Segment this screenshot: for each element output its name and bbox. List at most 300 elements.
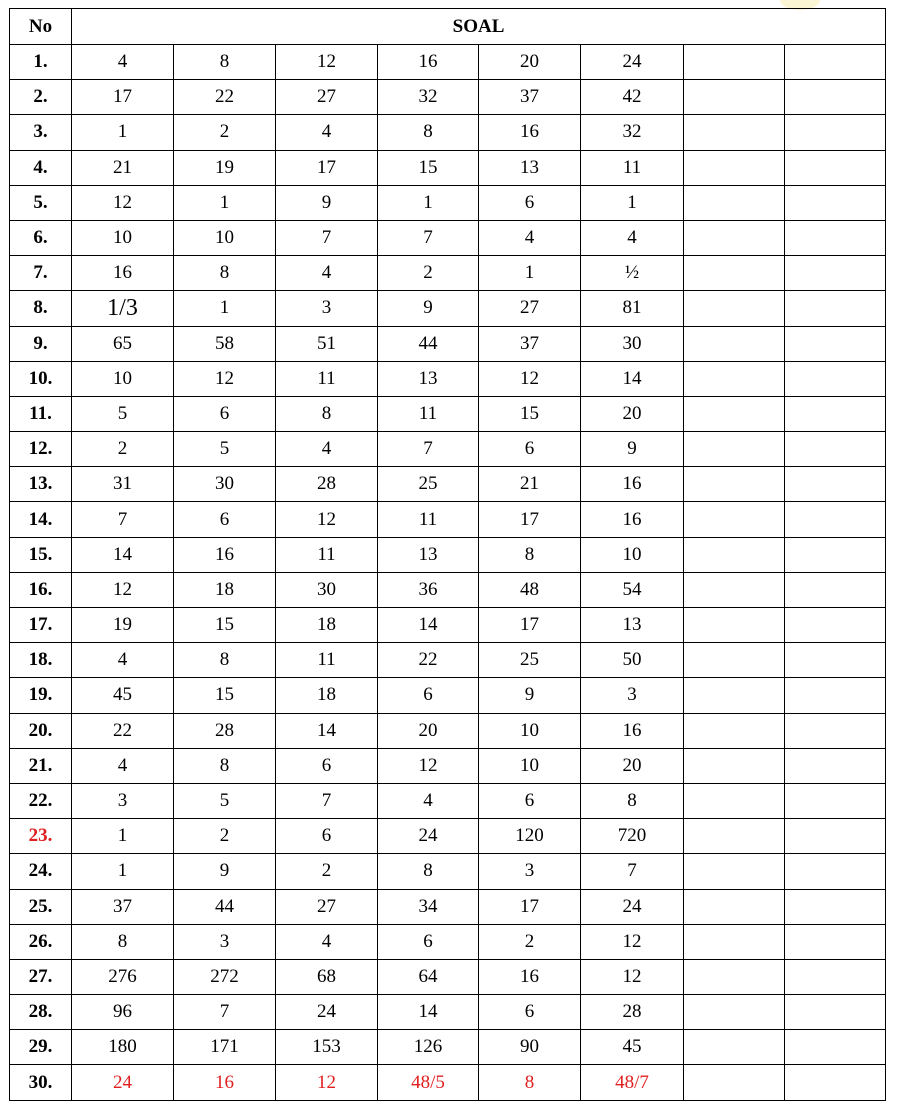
series-value: 2 [479,924,581,959]
series-value: 96 [72,995,174,1030]
series-value: 4 [276,924,378,959]
series-value: 58 [174,326,276,361]
blank-answer-cell [684,783,785,818]
series-value: 120 [479,819,581,854]
series-value: 15 [174,678,276,713]
blank-answer-cell [684,150,785,185]
row-number: 13. [10,467,72,502]
table-row [10,80,886,115]
series-value: 16 [581,467,684,502]
blank-answer-cell [684,608,785,643]
series-value: 8 [276,396,378,431]
series-value: 6 [479,995,581,1030]
row-number: 7. [10,256,72,291]
series-value: 4 [276,115,378,150]
table-row [10,924,886,959]
series-value: 16 [174,537,276,572]
series-value: 44 [174,889,276,924]
series-value: 9 [378,291,479,326]
row-number: 8. [10,291,72,326]
table-row [10,537,886,572]
series-value: 8 [479,1065,581,1100]
series-value: 6 [174,396,276,431]
series-value: 171 [174,1030,276,1065]
table-row [10,608,886,643]
row-number: 28. [10,995,72,1030]
table-row [10,45,886,80]
series-value: 21 [479,467,581,502]
blank-answer-cell [684,572,785,607]
series-value: 10 [581,537,684,572]
row-number: 14. [10,502,72,537]
series-value: 13 [378,361,479,396]
series-value: 48/5 [378,1065,479,1100]
blank-answer-cell [785,80,886,115]
series-value: 37 [72,889,174,924]
series-value: 7 [378,432,479,467]
series-value: 54 [581,572,684,607]
series-value: 1 [72,854,174,889]
series-value: 25 [378,467,479,502]
series-value: 37 [479,326,581,361]
row-number: 18. [10,643,72,678]
series-value: 9 [174,854,276,889]
series-value: 7 [174,995,276,1030]
blank-answer-cell [785,678,886,713]
series-value: 22 [378,643,479,678]
series-value: 6 [479,432,581,467]
series-value: 22 [72,713,174,748]
row-number: 3. [10,115,72,150]
series-value: 8 [174,643,276,678]
series-value: 18 [174,572,276,607]
series-value: 10 [72,220,174,255]
series-value: 18 [276,608,378,643]
row-number: 4. [10,150,72,185]
series-value: 19 [72,608,174,643]
series-value: 27 [276,889,378,924]
series-value: 12 [276,502,378,537]
series-value: 17 [479,502,581,537]
series-value: 12 [581,924,684,959]
series-value: 12 [479,361,581,396]
series-value: 6 [378,924,479,959]
series-value: 12 [174,361,276,396]
row-number: 16. [10,572,72,607]
series-value: 6 [276,819,378,854]
blank-answer-cell [684,361,785,396]
table-row [10,256,886,291]
blank-answer-cell [785,361,886,396]
blank-answer-cell [785,783,886,818]
series-value: 3 [479,854,581,889]
table-row [10,291,886,326]
blank-answer-cell [684,185,785,220]
row-number: 20. [10,713,72,748]
number-series-table [9,8,886,1101]
series-value: 20 [581,396,684,431]
series-value: 6 [479,783,581,818]
blank-answer-cell [684,959,785,994]
blank-answer-cell [785,995,886,1030]
series-value: 17 [479,608,581,643]
blank-answer-cell [684,291,785,326]
series-value: 12 [581,959,684,994]
series-value: 6 [378,678,479,713]
table-row [10,959,886,994]
table-row [10,150,886,185]
blank-answer-cell [684,1065,785,1100]
row-number: 30. [10,1065,72,1100]
row-number: 27. [10,959,72,994]
series-value: 11 [276,643,378,678]
blank-answer-cell [785,326,886,361]
series-value: 10 [174,220,276,255]
table-row [10,326,886,361]
series-value: 9 [581,432,684,467]
table-row [10,396,886,431]
blank-answer-cell [785,220,886,255]
blank-answer-cell [684,678,785,713]
series-value: 8 [581,783,684,818]
series-value: 42 [581,80,684,115]
row-number: 12. [10,432,72,467]
series-value: 14 [72,537,174,572]
series-value: 50 [581,643,684,678]
table-row [10,1065,886,1100]
blank-answer-cell [785,1065,886,1100]
series-value: 28 [276,467,378,502]
series-value: 4 [72,643,174,678]
series-value: 4 [479,220,581,255]
series-value: 12 [276,45,378,80]
series-value: 8 [174,256,276,291]
row-number: 19. [10,678,72,713]
series-value: 1/3 [72,291,174,326]
series-value: 720 [581,819,684,854]
series-value: 10 [479,713,581,748]
series-value: 126 [378,1030,479,1065]
series-value: 276 [72,959,174,994]
series-value: 1 [581,185,684,220]
series-value: 30 [581,326,684,361]
series-value: 5 [174,783,276,818]
series-value: 3 [276,291,378,326]
blank-answer-cell [684,854,785,889]
header-row [10,9,886,45]
series-value: 17 [276,150,378,185]
table-row [10,748,886,783]
blank-answer-cell [684,748,785,783]
blank-answer-cell [684,889,785,924]
series-value: 19 [174,150,276,185]
blank-answer-cell [684,502,785,537]
series-value: 1 [72,115,174,150]
blank-answer-cell [785,1030,886,1065]
series-value: 6 [479,185,581,220]
series-value: 27 [479,291,581,326]
series-value: 7 [378,220,479,255]
series-value: 12 [378,748,479,783]
series-value: 11 [276,537,378,572]
series-value: 2 [174,115,276,150]
series-value: 31 [72,467,174,502]
series-value: 16 [581,502,684,537]
series-value: 15 [174,608,276,643]
table-row [10,995,886,1030]
series-value: 30 [174,467,276,502]
series-value: 12 [72,572,174,607]
series-value: 8 [174,45,276,80]
table-row [10,115,886,150]
series-value: 24 [378,819,479,854]
series-value: 13 [479,150,581,185]
series-value: 10 [72,361,174,396]
series-value: 16 [72,256,174,291]
series-value: 20 [378,713,479,748]
series-value: 5 [174,432,276,467]
blank-answer-cell [785,959,886,994]
series-value: 90 [479,1030,581,1065]
blank-answer-cell [785,572,886,607]
blank-answer-cell [785,924,886,959]
row-number: 23. [10,819,72,854]
blank-answer-cell [684,45,785,80]
series-value: 37 [479,80,581,115]
table-row [10,432,886,467]
series-value: 28 [581,995,684,1030]
series-value: 64 [378,959,479,994]
series-value: 65 [72,326,174,361]
table-row [10,220,886,255]
series-value: 6 [174,502,276,537]
series-value: 11 [378,502,479,537]
series-value: 1 [378,185,479,220]
header-soal: SOAL [72,9,886,45]
series-value: 11 [378,396,479,431]
series-value: 1 [174,291,276,326]
row-number: 24. [10,854,72,889]
table-row [10,889,886,924]
series-value: 3 [72,783,174,818]
blank-answer-cell [785,150,886,185]
blank-answer-cell [785,889,886,924]
series-value: 45 [72,678,174,713]
table-row [10,361,886,396]
blank-answer-cell [785,256,886,291]
blank-answer-cell [684,396,785,431]
series-value: 17 [479,889,581,924]
blank-answer-cell [785,748,886,783]
row-number: 29. [10,1030,72,1065]
series-value: ½ [581,256,684,291]
series-value: 4 [378,783,479,818]
blank-answer-cell [785,502,886,537]
series-value: 14 [378,995,479,1030]
series-value: 7 [276,220,378,255]
series-value: 4 [72,748,174,783]
row-number: 1. [10,45,72,80]
blank-answer-cell [684,1030,785,1065]
blank-answer-cell [684,432,785,467]
series-value: 4 [72,45,174,80]
blank-answer-cell [785,291,886,326]
series-value: 16 [378,45,479,80]
blank-answer-cell [785,713,886,748]
blank-answer-cell [684,256,785,291]
series-value: 13 [378,537,479,572]
series-value: 16 [479,115,581,150]
series-value: 4 [276,432,378,467]
series-value: 7 [581,854,684,889]
series-value: 22 [174,80,276,115]
series-value: 25 [479,643,581,678]
series-value: 272 [174,959,276,994]
series-value: 13 [581,608,684,643]
series-value: 1 [479,256,581,291]
series-value: 18 [276,678,378,713]
blank-answer-cell [785,185,886,220]
series-value: 9 [479,678,581,713]
series-value: 21 [72,150,174,185]
series-value: 3 [174,924,276,959]
row-number: 11. [10,396,72,431]
series-value: 34 [378,889,479,924]
table-row [10,854,886,889]
table-body [10,45,886,1101]
series-value: 14 [276,713,378,748]
blank-answer-cell [785,854,886,889]
row-number: 26. [10,924,72,959]
row-number: 2. [10,80,72,115]
series-value: 14 [378,608,479,643]
series-value: 16 [174,1065,276,1100]
series-value: 24 [72,1065,174,1100]
series-value: 6 [276,748,378,783]
series-value: 51 [276,326,378,361]
series-value: 11 [276,361,378,396]
blank-answer-cell [785,819,886,854]
row-number: 15. [10,537,72,572]
blank-answer-cell [684,713,785,748]
blank-answer-cell [684,115,785,150]
series-value: 8 [378,115,479,150]
series-value: 20 [479,45,581,80]
table-row [10,783,886,818]
blank-answer-cell [684,924,785,959]
series-value: 2 [174,819,276,854]
row-number: 6. [10,220,72,255]
series-value: 36 [378,572,479,607]
series-value: 7 [276,783,378,818]
row-number: 22. [10,783,72,818]
table-row [10,1030,886,1065]
series-value: 68 [276,959,378,994]
series-value: 8 [378,854,479,889]
series-value: 30 [276,572,378,607]
blank-answer-cell [684,995,785,1030]
table-row [10,678,886,713]
table-row [10,502,886,537]
blank-answer-cell [785,608,886,643]
blank-answer-cell [684,643,785,678]
series-value: 180 [72,1030,174,1065]
blank-answer-cell [684,80,785,115]
series-value: 48 [479,572,581,607]
row-number: 5. [10,185,72,220]
series-value: 8 [174,748,276,783]
series-value: 15 [479,396,581,431]
series-value: 81 [581,291,684,326]
header-no: No [10,9,72,45]
series-value: 8 [72,924,174,959]
series-value: 12 [276,1065,378,1100]
blank-answer-cell [684,326,785,361]
row-number: 17. [10,608,72,643]
series-value: 7 [72,502,174,537]
series-value: 17 [72,80,174,115]
series-value: 3 [581,678,684,713]
series-value: 28 [174,713,276,748]
series-value: 15 [378,150,479,185]
series-value: 4 [581,220,684,255]
series-value: 5 [72,396,174,431]
blank-answer-cell [785,537,886,572]
series-value: 24 [276,995,378,1030]
series-value: 1 [72,819,174,854]
series-value: 32 [581,115,684,150]
table-row [10,819,886,854]
series-value: 153 [276,1030,378,1065]
blank-answer-cell [785,115,886,150]
blank-answer-cell [684,220,785,255]
series-value: 14 [581,361,684,396]
row-number: 9. [10,326,72,361]
blank-answer-cell [785,45,886,80]
table-row [10,185,886,220]
blank-answer-cell [684,467,785,502]
blank-answer-cell [785,467,886,502]
series-value: 2 [72,432,174,467]
blank-answer-cell [785,396,886,431]
blank-answer-cell [684,537,785,572]
blank-answer-cell [785,432,886,467]
series-value: 4 [276,256,378,291]
series-value: 27 [276,80,378,115]
series-value: 24 [581,45,684,80]
series-value: 12 [72,185,174,220]
series-value: 32 [378,80,479,115]
series-value: 44 [378,326,479,361]
series-value: 24 [581,889,684,924]
table-row [10,713,886,748]
table-row [10,467,886,502]
row-number: 25. [10,889,72,924]
table-row [10,643,886,678]
series-value: 2 [276,854,378,889]
series-value: 8 [479,537,581,572]
blank-answer-cell [684,819,785,854]
series-value: 45 [581,1030,684,1065]
row-number: 10. [10,361,72,396]
blank-answer-cell [785,643,886,678]
series-value: 48/7 [581,1065,684,1100]
series-value: 2 [378,256,479,291]
series-value: 1 [174,185,276,220]
table-row [10,572,886,607]
row-number: 21. [10,748,72,783]
series-value: 16 [479,959,581,994]
